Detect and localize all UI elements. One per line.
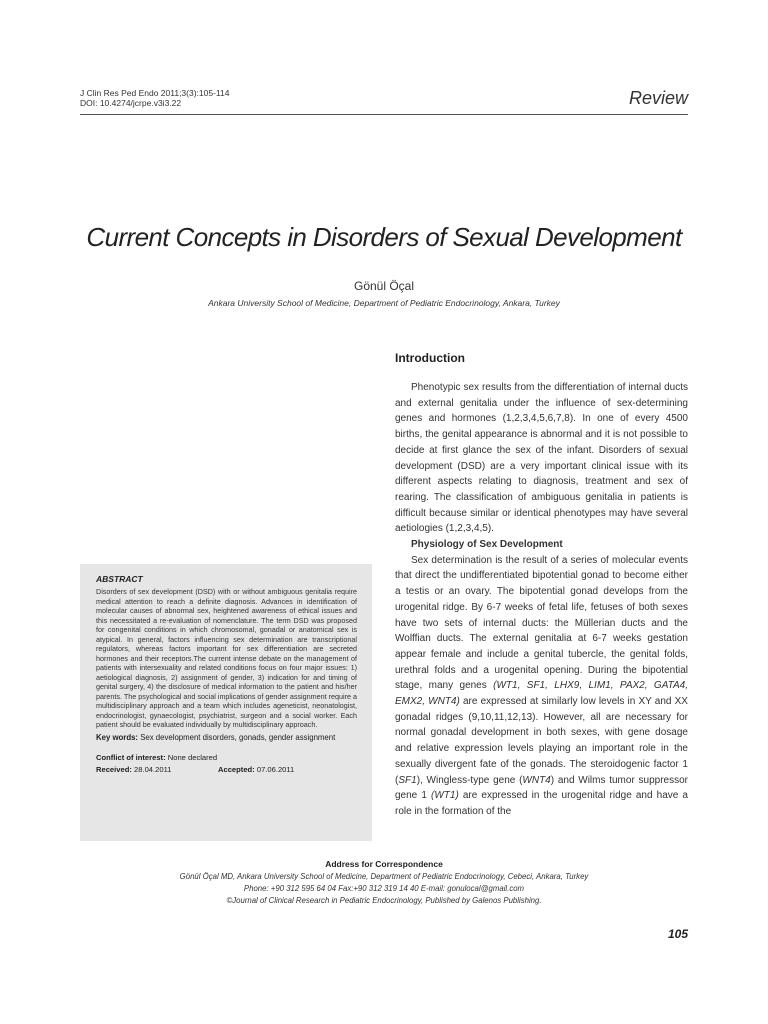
dates-row	[96, 764, 357, 776]
citation-doi: DOI: 10.4274/jcrpe.v3i3.22	[80, 98, 182, 108]
copyright-line: ©Journal of Clinical Research in Pediatric Endocrinology, Published by Galenos Publishing.	[226, 896, 542, 905]
accepted-date	[218, 764, 294, 776]
conflict-value: None declared	[167, 752, 218, 762]
p2-text-d: ) and Wilms tumor suppressor gene 1	[395, 774, 688, 802]
correspondence-address: Gönül Öçal MD, Ankara University School of Medicine, Department of Pediatric Endocrinology, Cebeci, Ankara, Turkey	[179, 872, 589, 881]
p2-text-b: are expressed at similarly low levels in XY and XX gonadal ridges (9,10,11,12,13). However, all are necessary for normal gonadal development in both sexes, with gene dosage and relative expression levels playing an important role in the sexually divergent fate of the gonads. The steroidogenic factor 1 (	[395, 696, 688, 786]
gene-list: (WT1, SF1, LHX9, LIM1, PAX2, GATA4, EMX2, WNT4)	[395, 680, 688, 708]
correspondence-heading: Address for Correspondence	[325, 859, 443, 869]
received-label: Received:	[96, 764, 132, 774]
conflict-label: Conflict of interest:	[96, 752, 166, 762]
citation-block	[80, 88, 229, 108]
physiology-subheading: Physiology of Sex Development	[411, 539, 563, 551]
header-divider	[80, 114, 688, 115]
gene-wt1: (WT1)	[431, 790, 459, 802]
body-column	[395, 380, 688, 820]
intro-paragraph: Phenotypic sex results from the differentiation of internal ducts and external genitalia under the influence of sex-determining genes and hormones (1,2,3,4,5,6,7,8). In one of every 4500 births, the genital appearance is abnormal and it is not possible to decide at first glance the sex of the infant. Disorders of sexual development (DSD) are a very important clinical issue with its different aspects relating to diagnosis, treatment and sex of rearing. The classification of ambiguous genitalia in patients is difficult because similar or identical phenotypes may have several aetiologies (1,2,3,4,5).	[395, 382, 688, 535]
abstract-box	[80, 564, 372, 841]
p2-text-e: are expressed in the urogenital ridge and have a role in the formation of the	[395, 790, 688, 817]
accepted-label: Accepted:	[218, 764, 255, 774]
accepted-value: 07.06.2011	[256, 764, 295, 774]
citation-journal: J Clin Res Ped Endo 2011;3(3):105-114	[80, 88, 230, 98]
p2-text-c: ), Wingless-type gene (	[416, 774, 523, 786]
received-value: 28.04.2011	[134, 764, 172, 774]
page-number: 105	[667, 927, 688, 941]
gene-wnt4: WNT4	[522, 774, 551, 786]
correspondence-contact: Phone: +90 312 595 64 04 Fax:+90 312 319 14 40 E-mail: gonulocal@gmail.com	[243, 884, 525, 893]
gene-sf1: SF1	[398, 774, 417, 786]
article-author: Gönül Öçal	[353, 279, 415, 293]
abstract-heading: ABSTRACT	[96, 574, 143, 584]
keywords	[96, 733, 357, 742]
physiology-paragraph	[395, 553, 688, 820]
article-meta	[96, 752, 357, 776]
p2-text-a: Sex determination is the result of a series of molecular events that direct the undifferentiated bipotential gonad to become either a testis or an ovary. The bipotential gonad develops from the urogenital ridge. By 6-7 weeks of fetal life, fetuses of both sexes have two sets of internal ducts: the Müllerian ducts and the Wolffian ducts. The external genitalia at 6-7 weeks gestation appear female and include a genital tubercle, the genital folds, urethral folds and a urogenital opening. During the bipotential stage, many genes	[395, 554, 688, 692]
keywords-label: Key words:	[96, 732, 139, 742]
abstract-text: Disorders of sex development (DSD) with or without ambiguous genitalia require medical attention to reach a definite diagnosis. Advances in identification of molecular causes of abnormal sex, heightened awareness of ethical issues and this necessitated a re-evaluation of nomenclature. The term DSD was proposed for congenital conditions in which chromosomal, gonadal or anatomical sex is atypical. In general, factors influencing sex determination are transcriptional regulators, whereas factors important for sex differentiation are secreted hormones and their receptors.The current intense debate on the management of patients with intersexuality and related conditions focus on four major issues: 1) aetiological diagnosis, 2) assignment of gender, 3) indication for and timing of genital surgery, 4) the disclosure of medical information to the patient and his/her parents. The psychological and social implications of gender assignment require a multidisciplinary approach and a team which includes ageneticist, neonatologist, endocrinologist, gynaecologist, psychiatrist, surgeon and a social worker. Each patient should be evaluated individually by multidisciplinary approach.	[96, 587, 357, 729]
article-title: Current Concepts in Disorders of Sexual Development	[86, 222, 682, 252]
received-date	[96, 764, 218, 776]
conflict-row	[96, 752, 357, 764]
author-affiliation: Ankara University School of Medicine, Department of Pediatric Endocrinology, Ankara, Turkey	[208, 298, 560, 308]
section-label: Review	[628, 88, 688, 108]
introduction-heading: Introduction	[395, 351, 465, 365]
keywords-value: Sex development disorders, gonads, gender assignment	[140, 732, 336, 742]
